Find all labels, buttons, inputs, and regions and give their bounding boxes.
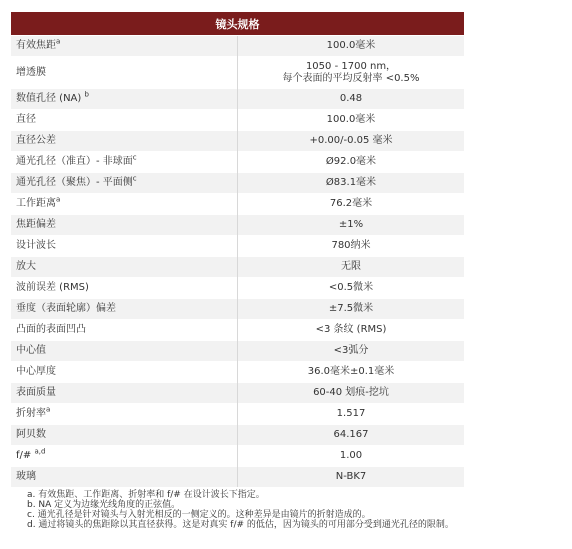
table-row [11,278,464,299]
spec-label: 工作距离 [16,198,56,209]
spec-value: ±1% [338,219,364,230]
spec-value: <0.5微米 [328,282,374,293]
spec-label: 通光孔径（准直）- 非球面 [16,156,133,167]
spec-value: Ø92.0毫米 [325,156,377,167]
spec-value-cell [238,362,465,383]
spec-value: 1.00 [339,450,363,461]
spec-label: 通光孔径（聚焦）- 平面侧 [16,177,133,188]
table-row [11,152,464,173]
lens-spec-container [11,12,464,530]
footnotes [27,490,464,530]
footnote-marker: c [132,174,137,183]
table-row [11,194,464,215]
table-row [11,173,464,194]
spec-label-cell [11,194,238,215]
spec-value-cell [238,446,465,467]
table-row [11,446,464,467]
spec-value-cell [238,152,465,173]
spec-value: 60-40 划痕-挖坑 [313,387,389,398]
footnote-marker: a [56,195,61,204]
spec-value: +0.00/-0.05 毫米 [309,135,393,146]
spec-value: 100.0毫米 [326,114,376,125]
spec-label: 阿贝数 [16,429,46,440]
spec-label: 设计波长 [16,240,56,251]
spec-value-cell [238,320,465,341]
spec-label-cell [11,383,238,404]
spec-label-cell [11,152,238,173]
table-row [11,215,464,236]
footnote: b. NA 定义为边缘光线角度的正弦值。 [27,500,181,510]
spec-value-cell [238,383,465,404]
spec-value-cell [238,299,465,320]
spec-label-cell [11,236,238,257]
footnote: c. 通光孔径是针对镜头与入射光相反的一侧定义的。这种差异是由镜片的折射造成的。 [27,510,371,520]
table-title: 镜头规格 [11,12,464,36]
spec-label-cell [11,173,238,194]
spec-label: 增透膜 [16,66,46,78]
spec-label: 直径公差 [16,135,56,146]
footnote-marker: c [132,153,137,162]
table-body [11,36,464,488]
table-row [11,36,464,57]
spec-value: 76.2毫米 [329,198,373,209]
spec-label-cell [11,131,238,152]
spec-value: 0.48 [339,93,363,104]
spec-label: 波前误差 (RMS) [16,282,89,293]
spec-value: 无限 [341,261,361,272]
spec-value-cell [238,257,465,278]
spec-label-cell [11,341,238,362]
spec-value: <3 条纹 (RMS) [315,324,387,335]
table-row [11,425,464,446]
spec-label-cell [11,215,238,236]
table-row [11,341,464,362]
spec-value-cell [238,173,465,194]
spec-label-cell [11,299,238,320]
spec-label-cell [11,446,238,467]
spec-value: 100.0毫米 [326,40,376,51]
table-row [11,299,464,320]
spec-label: 焦距偏差 [16,219,56,230]
spec-label: f/# [16,450,35,461]
spec-label-cell [11,404,238,425]
table-row [11,257,464,278]
spec-value: 64.167 [333,429,369,440]
footnote: a. 有效焦距、工作距离、折射率和 f/# 在设计波长下指定。 [27,490,265,500]
lens-spec-table [11,12,464,487]
spec-value-cell [238,131,465,152]
spec-value: Ø83.1毫米 [325,177,377,188]
spec-label-cell [11,467,238,488]
spec-value: 780纳米 [331,240,371,251]
spec-label: 中心厚度 [16,366,56,377]
spec-value: 36.0毫米±0.1毫米 [307,366,395,377]
spec-label-cell [11,36,238,57]
spec-label-cell [11,57,238,89]
spec-value-cell [238,341,465,362]
spec-value-line2: 每个表面的平均反射率 <0.5% [282,72,420,84]
spec-label-cell [11,110,238,131]
spec-value-cell [238,110,465,131]
footnote-marker: a [46,405,51,414]
spec-value-cell [238,36,465,57]
spec-value-cell [238,425,465,446]
spec-value: 1050 - 1700 nm， [305,60,397,72]
spec-value-cell [238,194,465,215]
spec-label: 中心值 [16,345,46,356]
spec-value-cell [238,215,465,236]
spec-label-cell [11,278,238,299]
spec-value-cell [238,467,465,488]
spec-label: 凸面的表面凹凸 [16,324,86,335]
table-row [11,89,464,110]
table-header-row [11,12,464,36]
spec-label-cell [11,257,238,278]
spec-label-cell [11,425,238,446]
spec-label-cell [11,89,238,110]
table-row [11,320,464,341]
spec-value-cell [238,278,465,299]
spec-value-cell [238,89,465,110]
spec-value: 1.517 [336,408,366,419]
spec-value: N-BK7 [335,471,367,482]
footnote-marker: b [84,90,89,99]
footnote-marker: a [56,37,61,46]
table-row [11,131,464,152]
table-row [11,404,464,425]
table-row [11,362,464,383]
spec-label: 玻璃 [16,471,36,482]
table-row [11,467,464,488]
spec-label: 折射率 [16,408,46,419]
footnote-marker: a,d [34,447,46,456]
table-row [11,383,464,404]
table-row [11,57,464,89]
spec-label: 表面质量 [16,387,56,398]
spec-label: 垂度（表面轮廓）偏差 [16,303,116,314]
spec-label-cell [11,362,238,383]
spec-label: 有效焦距 [16,40,56,51]
spec-label: 直径 [16,114,36,125]
spec-label-cell [11,320,238,341]
table-row [11,110,464,131]
spec-value: ±7.5微米 [328,303,374,314]
table-row [11,236,464,257]
spec-value-cell [238,404,465,425]
spec-label: 放大 [16,261,36,272]
spec-label: 数值孔径 (NA) [16,93,85,104]
spec-value-cell [238,57,465,89]
footnote: d. 通过将镜头的焦距除以其直径获得。这是对真实 f/# 的低估，因为镜头的可用部分受到通光孔径的限制。 [27,520,454,530]
spec-value-cell [238,236,465,257]
spec-value: <3弧分 [333,345,369,356]
